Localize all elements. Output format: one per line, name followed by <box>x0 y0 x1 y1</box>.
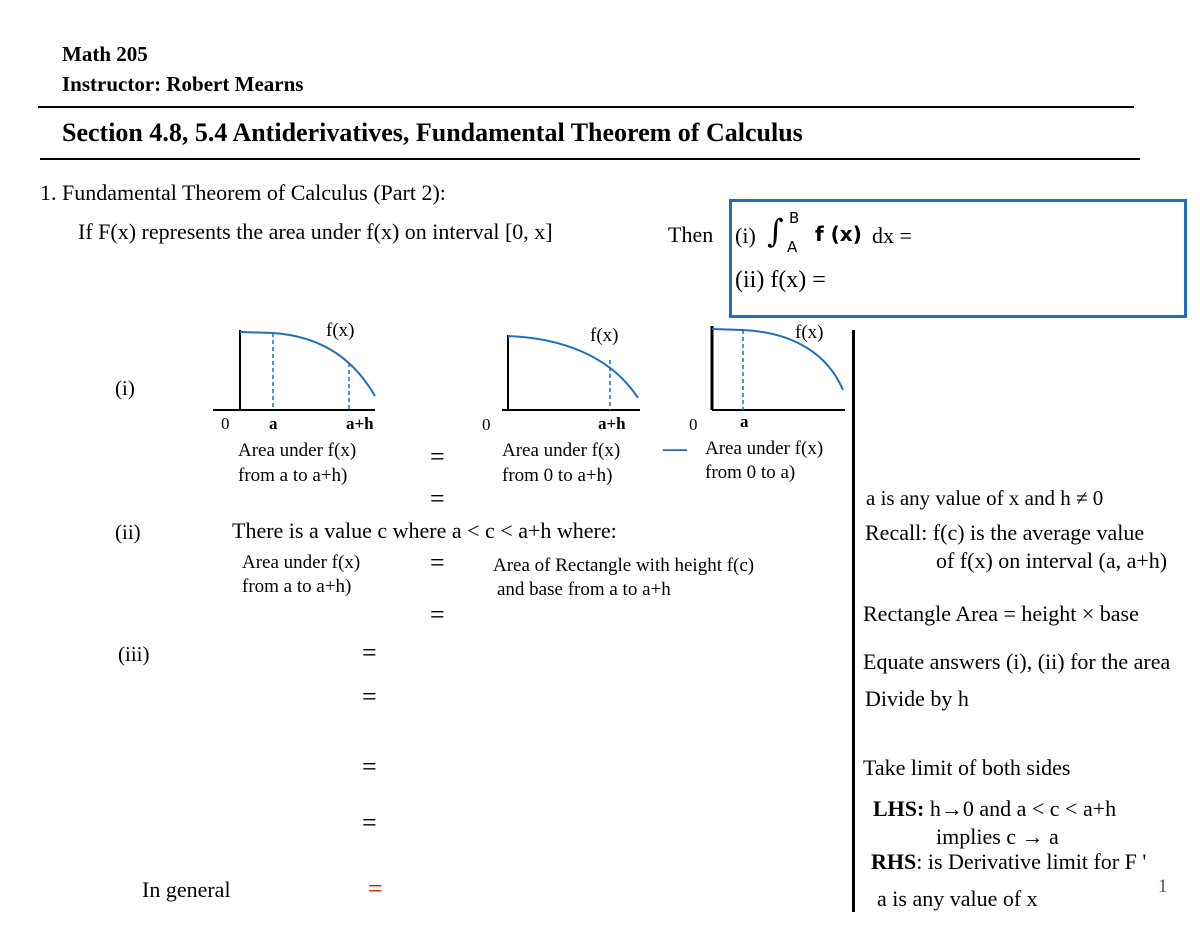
page-number: 1 <box>1158 876 1168 897</box>
part-ii-area-line1: Area under f(x) <box>242 552 361 573</box>
page-title: Section 4.8, 5.4 Antiderivatives, Fundamental Theorem of Calculus <box>62 118 803 147</box>
part-i-area2-line2: from 0 to a+h) <box>502 465 613 486</box>
g1-a-tick: a <box>269 414 278 433</box>
part-iii-equals-1: = <box>362 638 377 667</box>
instructor-name: Instructor: Robert Mearns <box>62 72 304 96</box>
in-general-label: In general <box>142 877 231 902</box>
integral-upper-limit: B <box>789 209 800 227</box>
note-take-limit: Take limit of both sides <box>863 755 1071 780</box>
note-rectangle-area: Rectangle Area = height × base <box>863 601 1139 626</box>
part-i-minus: — <box>663 436 687 462</box>
note-divide-h: Divide by h <box>865 686 969 711</box>
note-recall-line1: Recall: f(c) is the average value <box>865 520 1145 545</box>
note-recall-line2: of f(x) on interval (a, a+h) <box>936 548 1168 573</box>
part-i-equals-2: = <box>430 484 445 513</box>
lhs-text: h→0 and a < c < a+h <box>924 796 1117 821</box>
part-i-equals: = <box>430 442 445 471</box>
g2-fx-label: f(x) <box>590 325 619 346</box>
part-ii-equals: = <box>430 548 445 577</box>
rhs-text: : is Derivative limit for F ' <box>916 849 1147 874</box>
part-iii-label: (iii) <box>118 642 150 666</box>
g2-ah-tick: a+h <box>598 414 626 433</box>
box-line1-suffix: dx = <box>872 223 912 248</box>
title-rule <box>40 158 1140 160</box>
part-iii-equals-2: = <box>362 682 377 711</box>
part-iii-equals-3: = <box>362 752 377 781</box>
integrand: f (x) <box>815 222 862 246</box>
box-line2: (ii) f(x) = <box>735 267 826 293</box>
part-ii-label: (ii) <box>115 520 141 544</box>
then-label: Then <box>668 222 714 247</box>
top-rule <box>38 106 1134 108</box>
course-name: Math 205 <box>62 42 148 66</box>
g2-zero-tick: 0 <box>482 415 491 434</box>
part-i-area1-line2: from a to a+h) <box>238 465 348 486</box>
integral-sign: ∫ <box>767 212 784 250</box>
g1-curve <box>240 332 375 396</box>
g3-fx-label: f(x) <box>795 322 824 343</box>
note-any-value-h: a is any value of x and h ≠ 0 <box>866 486 1104 510</box>
problem-heading: 1. Fundamental Theorem of Calculus (Part 2): <box>40 180 446 205</box>
final-equals: = <box>368 874 383 903</box>
part-i-label: (i) <box>115 376 135 400</box>
graph-area-0-to-a <box>685 318 850 430</box>
problem-statement: If F(x) represents the area under f(x) on interval [0, x] <box>78 219 553 244</box>
g1-zero-tick: 0 <box>221 414 230 433</box>
part-ii-statement: There is a value c where a < c < a+h where: <box>232 518 617 543</box>
rhs-label: RHS <box>871 849 917 874</box>
note-lhs <box>873 796 1116 822</box>
note-rhs <box>871 849 1146 875</box>
part-i-area3-line1: Area under f(x) <box>705 438 824 459</box>
part-ii-area-line2: from a to a+h) <box>242 576 352 597</box>
g2-curve <box>508 336 638 398</box>
part-ii-equals-2: = <box>430 600 445 629</box>
box-line1-prefix: (i) <box>735 223 756 248</box>
part-i-area1-line1: Area under f(x) <box>238 440 357 461</box>
notes-divider <box>852 330 855 912</box>
part-iii-equals-4: = <box>362 808 377 837</box>
integral-lower-limit: A <box>787 238 798 256</box>
g1-ah-tick: a+h <box>346 414 374 433</box>
lhs-label: LHS: <box>873 796 925 821</box>
note-equate: Equate answers (i), (ii) for the area <box>863 649 1171 674</box>
g3-a-tick: a <box>740 412 749 431</box>
part-i-area2-line1: Area under f(x) <box>502 440 621 461</box>
g3-zero-tick: 0 <box>689 415 698 434</box>
g1-fx-label: f(x) <box>326 320 355 341</box>
note-lhs-line2: implies c → a <box>936 824 1059 849</box>
part-ii-rect-line2: and base from a to a+h <box>497 579 671 600</box>
note-any-value-x: a is any value of x <box>877 886 1038 911</box>
part-i-area3-line2: from 0 to a) <box>705 462 796 483</box>
part-ii-rect-line1: Area of Rectangle with height f(c) <box>493 555 755 576</box>
